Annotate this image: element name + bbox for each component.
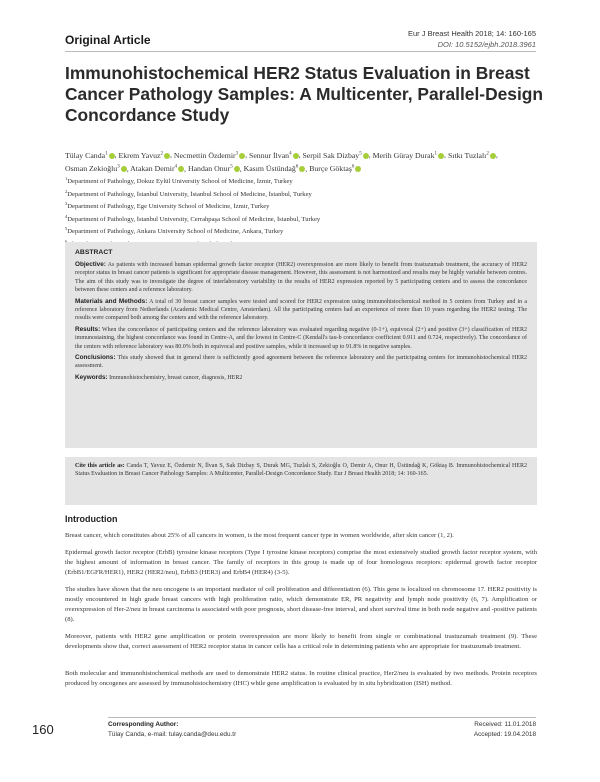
author-affiliation-number: 2 [160, 151, 163, 156]
objective-label: Objective: [75, 261, 106, 268]
intro-heading: Introduction [65, 514, 118, 524]
author-name-text: Burçe Göktaş [309, 164, 352, 174]
orcid-icon[interactable] [109, 153, 115, 159]
author-name [65, 164, 127, 173]
author-name-text: Merih Güray Durak [372, 150, 435, 160]
author-name [174, 151, 245, 160]
author-name-text: Ekrem Yavuz [118, 150, 161, 160]
orcid-icon[interactable] [164, 153, 170, 159]
article-dates [474, 720, 536, 740]
cite-text: Canda T, Yavuz E, Özdemir N, İlvan S, Sak Dizbay S, Durak MG, Tuzlalı S, Zekioğlu O, Demir A, Onur H, Üstündağ K, Göktaş B. Immunohistochemical HER2 Status Evaluation in Breast Cancer Pathology Samples: A Multicenter, Parallel-Design Concordance Study. Eur J Breast Health 2018; 14: 160-165. [75, 463, 528, 478]
doi-link[interactable]: DOI: 10.5152/ejbh.2018.3961 [437, 40, 536, 49]
corresponding-email[interactable]: Tülay Canda, e-mail: tulay.canda@deu.edu.tr [108, 731, 237, 738]
intro-paragraph-4: Moreover, patients with HER2 gene amplification or protein overexpression are more likely to benefit from single or combinational trastuzumab treatment (9). These developments show that, correct assessment of HER2 receptor status in cancer cells has a critical role in determining patients who are appropriate for trastuzumab treatment. [65, 633, 537, 650]
orcid-icon[interactable] [355, 166, 361, 172]
keywords-label: Keywords: [75, 373, 108, 381]
affiliation-text: Department of Pathology, İstanbul University, İstanbul School of Medicine, İstanbul, Turkey [67, 190, 312, 198]
affiliation-number: 5 [65, 226, 68, 232]
author-name [249, 151, 299, 160]
author-name-text: Tülay Canda [65, 150, 106, 160]
affiliation-item [65, 174, 540, 187]
conclusions-text: This study showed that in general there is sufficiently good agreement between the reference laboratory and the participating centers for immunohistochemical HER2 assessment. [75, 355, 527, 370]
author-affiliation-number: 5 [359, 151, 362, 156]
orcid-icon[interactable] [121, 166, 127, 172]
affiliation-item [65, 224, 540, 237]
keywords-text: Immunohistochemistry, breast cancer, diagnosis, HER2 [109, 374, 243, 381]
author-name [309, 164, 361, 173]
abstract-methods [75, 298, 527, 323]
affiliation-number: 1 [65, 176, 68, 181]
abstract-conclusions [75, 354, 527, 371]
author-name [373, 151, 444, 160]
orcid-icon[interactable] [178, 166, 184, 172]
author-name-text: Necmettin Özdemir [173, 150, 236, 160]
received-date: Received: 11.01.2018 [474, 721, 536, 728]
methods-label: Materials and Methods: [75, 297, 148, 305]
affiliation-number: 2 [65, 188, 68, 194]
objective-text: As patients with increased human epidermal growth factor receptor (HER2) overexpression are more likely to benefit from trastuzumab treatment, the accuracy of HER2 receptor status in breast cancer patients is significant for appropriate disease management. However, this assessment is not harmonized and results may be highly variable between centres. The aim of this study was to investigate the degree of interlaboratory variability in the results of HER2 expression reported by 5 participating centers and to assess the concordance between these centers and a reference laboratory. [75, 262, 527, 294]
abstract-results [75, 326, 527, 351]
author-affiliation-number: 1 [434, 151, 438, 156]
author-name-text: Sennur İlvan [249, 150, 290, 160]
affiliation-text: Department of Pathology, İstanbul University, Cerrahpaşa School of Medicine, İstanbul, Turkey [67, 215, 321, 223]
author-affiliation-number: 6 [295, 164, 299, 170]
author-affiliation-number: 3 [235, 151, 239, 156]
results-label: Results: [75, 325, 101, 333]
intro-paragraph-5: Both molecular and immunohistochemical methods are used to demonstrate HER2 status. In routine clinical practice, Her2/neu is evaluated by two methods. Protein receptors produced by oncogenes are assessed by immunohistochemistry (IHC) while gene amplification is evaluated by in situ hybridization (ISH) method. [65, 670, 537, 687]
author-affiliation-number: 2 [486, 151, 489, 156]
orcid-icon[interactable] [293, 153, 299, 159]
article-title: Immunohistochemical HER2 Status Evaluation in Breast Cancer Pathology Samples: A Multicenter, Parallel-Design Concordance Study [65, 63, 544, 125]
methods-text: A total of 30 breast cancer samples were tested and scored for HER2 expression using immunohistochemical method in 5 centers from Turkey and in a reference laboratory from Netherlands (Academic Medical Centre, Amsterdam). All the participating centers had an experience of more than 10 years regarding the HER2 testing. The results were compared both among the centers and with the reference laboratory. [75, 298, 527, 322]
footer-rule [108, 717, 536, 718]
conclusions-label: Conclusions: [75, 354, 116, 362]
author-affiliation-number: 6 [351, 164, 355, 170]
page-number: 160 [32, 722, 54, 737]
affiliation-number: 3 [65, 201, 68, 207]
author-name-text: Atakan Demir [130, 164, 175, 174]
author-name-text: Serpil Sak Dizbay [302, 150, 360, 160]
author-name-text: Kasım Üstündağ [243, 164, 296, 174]
cite-label: Cite this article as: [75, 463, 125, 469]
intro-paragraph-3: The studies have shown that the neu oncogene is an important mediator of cell proliferation and differentiation (6). This gene is localized on chromosome 17. HER2 positivity is mostly encountered in high grade breast cancers with high proliferation ratio, which demonstrate ER, PR negativity and lymph node positivity (6, 7). Amplification or overexpression of Her-2/neu in breast carcinoma is associated with poor prognosis, short disease-free interval, and short survival time in both node negative and -positive patients (8). [65, 586, 537, 623]
affiliation-text: Department of Pathology, Ege University School of Medicine, İzmir, Turkey [67, 203, 270, 211]
accepted-date: Accepted: 19.04.2018 [473, 731, 536, 738]
author-affiliation-number: 5 [230, 164, 233, 170]
results-text: When the concordance of participating centers and the reference laboratory was evaluated regarding negative (0-1+), equivocal (2+) and positive (3+) classification of HER2 immunostaining, the highest concordance was found in Centre-A, and the lowest in Centre-C (Kendall's tau-b concordance coefficient 0.911 and 0.724, respectively). The concordance of the centers with reference laboratory was 80.0% both in equivocal and positive samples, while it increased up to 91.8% in negative samples. [75, 326, 527, 350]
affiliation-number: 4 [65, 213, 68, 219]
cite-box [65, 457, 537, 505]
orcid-icon[interactable] [299, 166, 305, 172]
abstract-box [65, 242, 537, 448]
corresponding-author [108, 720, 236, 740]
author-name-text: Handan Onur [187, 164, 231, 174]
intro-paragraph-2: Epidermal growth factor receptor (ErbB) tyrosine kinase receptors (Type I tyrosine kinase receptors) comprise the most extensively studied growth factor receptor system, with the highest amount of information in breast cancer. The family of receptors in this group is made up of four homologous receptors: epidermal growth factor receptor (ErbB1/EGFR/HER1), HER2 (HER2/neu), ErbB3 (HER3) and ErbB4 (HER4) (3-5). [65, 549, 537, 576]
journal-citation: Eur J Breast Health 2018; 14: 160-165 [408, 29, 536, 38]
abstract-heading: ABSTRACT [75, 249, 113, 256]
abstract-objective [75, 261, 527, 295]
author-affiliation-number: 3 [117, 164, 120, 170]
orcid-icon[interactable] [438, 153, 444, 159]
affiliation-list [65, 174, 540, 250]
affiliation-text: Department of Pathology, Dokuz Eylül University School of Medicine, İzmir, Turkey [67, 178, 293, 186]
journal-header [408, 28, 536, 50]
author-affiliation-number: 4 [174, 164, 178, 170]
affiliation-item [65, 212, 540, 225]
author-name-text: Osman Zekioğlu [65, 164, 118, 174]
header-rule [65, 51, 536, 52]
author-name [130, 164, 184, 173]
abstract-keywords [75, 374, 527, 382]
orcid-icon[interactable] [363, 153, 369, 159]
author-name [118, 151, 170, 160]
author-name [188, 164, 240, 173]
author-name-text: Sıtkı Tuzlalı [447, 150, 487, 160]
author-affiliation-number: 4 [289, 151, 292, 156]
author-name [302, 151, 368, 160]
article-type: Original Article [65, 33, 151, 47]
orcid-icon[interactable] [490, 153, 496, 159]
intro-paragraph-1: Breast cancer, which constitutes about 25% of all cancers in women, is the most frequent cancer type in women worldwide, after skin cancer (1, 2). [65, 532, 454, 539]
orcid-icon[interactable] [234, 166, 240, 172]
author-affiliation-number: 1 [105, 151, 108, 156]
author-name [244, 164, 306, 173]
orcid-icon[interactable] [239, 153, 245, 159]
author-name [448, 151, 496, 160]
corresponding-label: Corresponding Author: [108, 721, 179, 728]
author-name [65, 151, 115, 160]
author-list: Tülay Canda$^1$ , Ekrem Yavuz$^2$ , Necmettin Özdemir$^3$ , Sennur İlvan$^4$ , Serpil Sak Dizbay$^5$ , Merih Güray Durak$^1$ , Sıtkı Tuzlalı$^2$ , Osman Zekioğlu$^3$ , Atakan Demir$^4$ , Handan Onur$^5$ , Kasım Üstündağ$^6$ , Burçe Göktaş$^6$ [65, 150, 498, 174]
affiliation-text: Department of Pathology, Ankara University School of Medicine, Ankara, Turkey [67, 228, 284, 236]
affiliation-item [65, 187, 540, 200]
affiliation-item [65, 199, 540, 212]
